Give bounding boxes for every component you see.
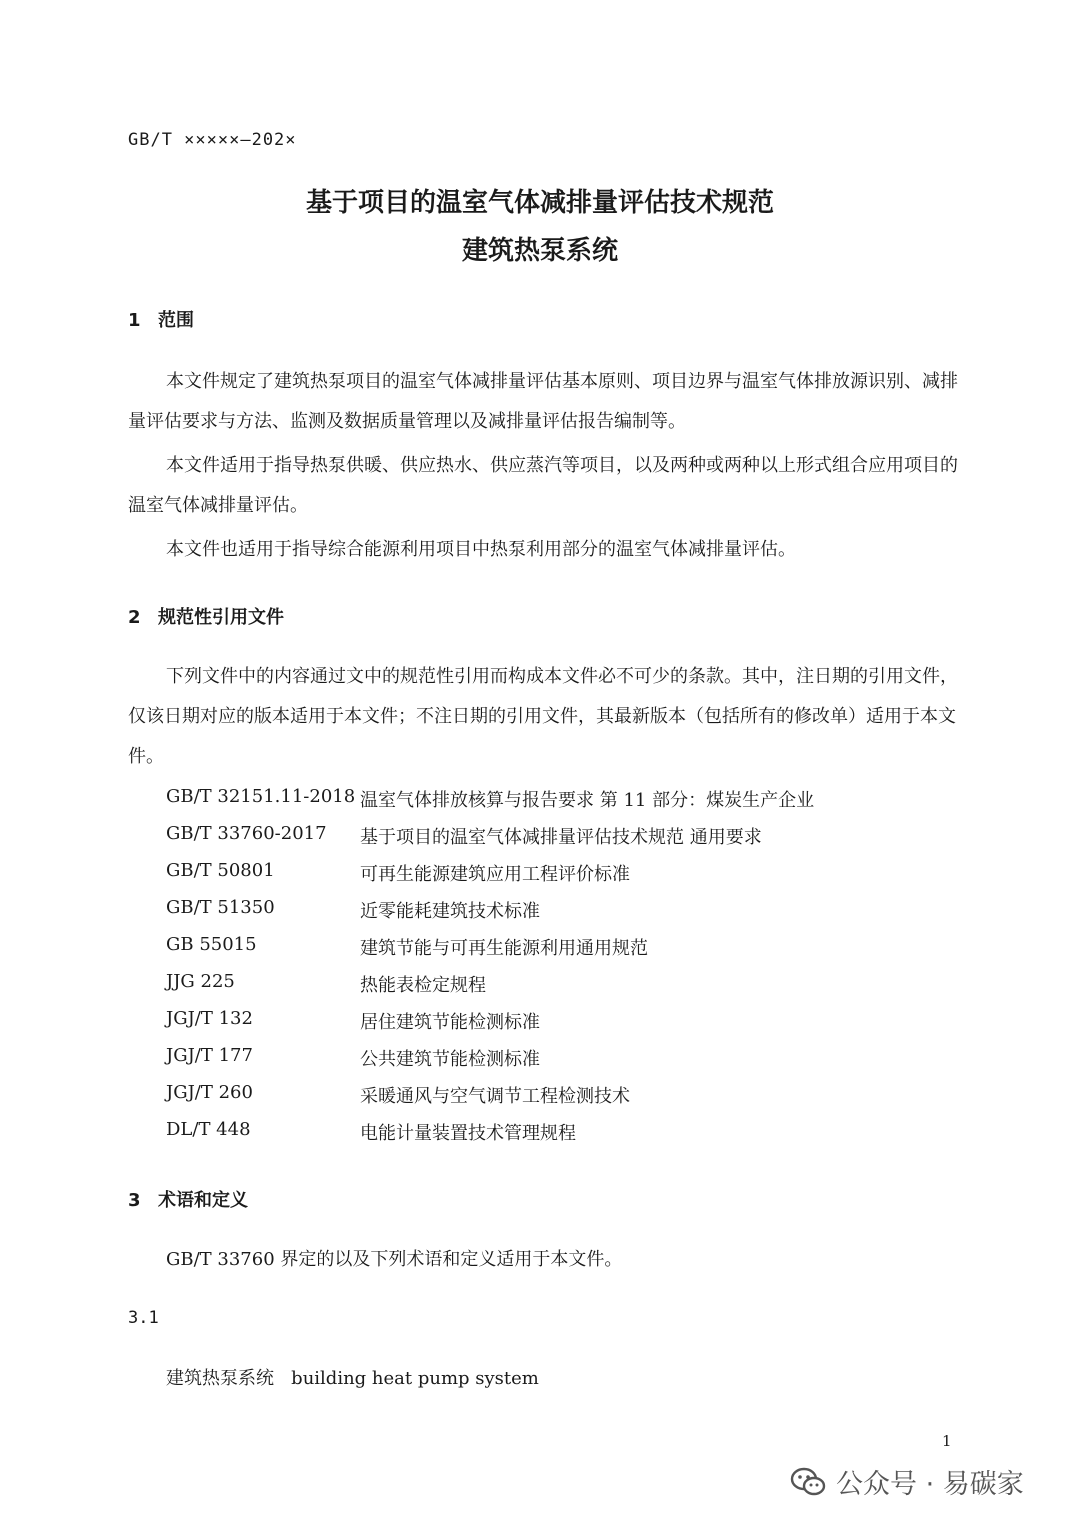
section-title: 术语和定义 bbox=[158, 1190, 248, 1211]
document-subtitle: 建筑热泵系统 bbox=[461, 236, 618, 266]
standard-code: GB/T ×××××—202× bbox=[128, 130, 297, 150]
paragraph: 下列文件中的内容通过文中的规范性引用而构成本文件必不可少的条款。其中，注日期的引用文件，仅该日期对应的版本适用于本文件；不注日期的引用文件，其最新版本（包括所有的修改单）适用于本文件。 bbox=[128, 666, 958, 767]
section-3-heading bbox=[128, 1186, 248, 1212]
wechat-icon bbox=[790, 1467, 826, 1497]
reference-title: 电能计量装置技术管理规程 bbox=[360, 1123, 576, 1144]
reference-title: 基于项目的温室气体减排量评估技术规范 通用要求 bbox=[360, 827, 762, 848]
document-title: 基于项目的温室气体减排量评估技术规范 bbox=[305, 188, 774, 218]
subsection-number: 3.1 bbox=[128, 1308, 159, 1328]
section-title: 规范性引用文件 bbox=[158, 607, 284, 628]
term-entry bbox=[166, 1364, 539, 1390]
section-2-heading bbox=[128, 603, 284, 629]
section-number: 1 bbox=[128, 310, 141, 331]
reference-code: GB/T 33760-2017 bbox=[166, 823, 327, 844]
paragraph: 本文件也适用于指导综合能源利用项目中热泵利用部分的温室气体减排量评估。 bbox=[166, 539, 796, 560]
reference-code: GB/T 51350 bbox=[166, 897, 275, 918]
reference-code: GB 55015 bbox=[166, 934, 257, 955]
section-number: 3 bbox=[128, 1190, 141, 1211]
reference-title: 近零能耗建筑技术标准 bbox=[360, 901, 540, 922]
reference-code: JGJ/T 177 bbox=[166, 1045, 253, 1066]
paragraph: 本文件适用于指导热泵供暖、供应热水、供应蒸汽等项目，以及两种或两种以上形式组合应用项目的温室气体减排量评估。 bbox=[128, 455, 958, 516]
reference-title: 公共建筑节能检测标准 bbox=[360, 1049, 540, 1070]
section-number: 2 bbox=[128, 607, 141, 628]
reference-code: GB/T 32151.11-2018 bbox=[166, 786, 356, 807]
reference-code: JGJ/T 260 bbox=[166, 1082, 253, 1103]
reference-code: JJG 225 bbox=[166, 971, 235, 992]
reference-code: GB/T 50801 bbox=[166, 860, 275, 881]
reference-title: 建筑节能与可再生能源利用通用规范 bbox=[360, 938, 648, 959]
section-title: 范围 bbox=[158, 310, 194, 331]
reference-code: DL/T 448 bbox=[166, 1119, 251, 1140]
watermark-text: 公众号 · 易碳家 bbox=[836, 1469, 1024, 1500]
term-english: building heat pump system bbox=[291, 1368, 539, 1389]
section-1-heading bbox=[128, 306, 194, 332]
reference-title: 热能表检定规程 bbox=[360, 975, 486, 996]
reference-title: 采暖通风与空气调节工程检测技术 bbox=[360, 1086, 630, 1107]
term-chinese: 建筑热泵系统 bbox=[166, 1368, 274, 1389]
paragraph: GB/T 33760 界定的以及下列术语和定义适用于本文件。 bbox=[166, 1249, 623, 1270]
watermark bbox=[790, 1462, 1024, 1501]
reference-title: 居住建筑节能检测标准 bbox=[360, 1012, 540, 1033]
paragraph: 本文件规定了建筑热泵项目的温室气体减排量评估基本原则、项目边界与温室气体排放源识别、减排量评估要求与方法、监测及数据质量管理以及减排量评估报告编制等。 bbox=[128, 371, 958, 432]
reference-title: 可再生能源建筑应用工程评价标准 bbox=[360, 864, 630, 885]
page-number: 1 bbox=[942, 1432, 952, 1450]
reference-code: JGJ/T 132 bbox=[166, 1008, 253, 1029]
reference-title: 温室气体排放核算与报告要求 第 11 部分：煤炭生产企业 bbox=[360, 790, 815, 811]
